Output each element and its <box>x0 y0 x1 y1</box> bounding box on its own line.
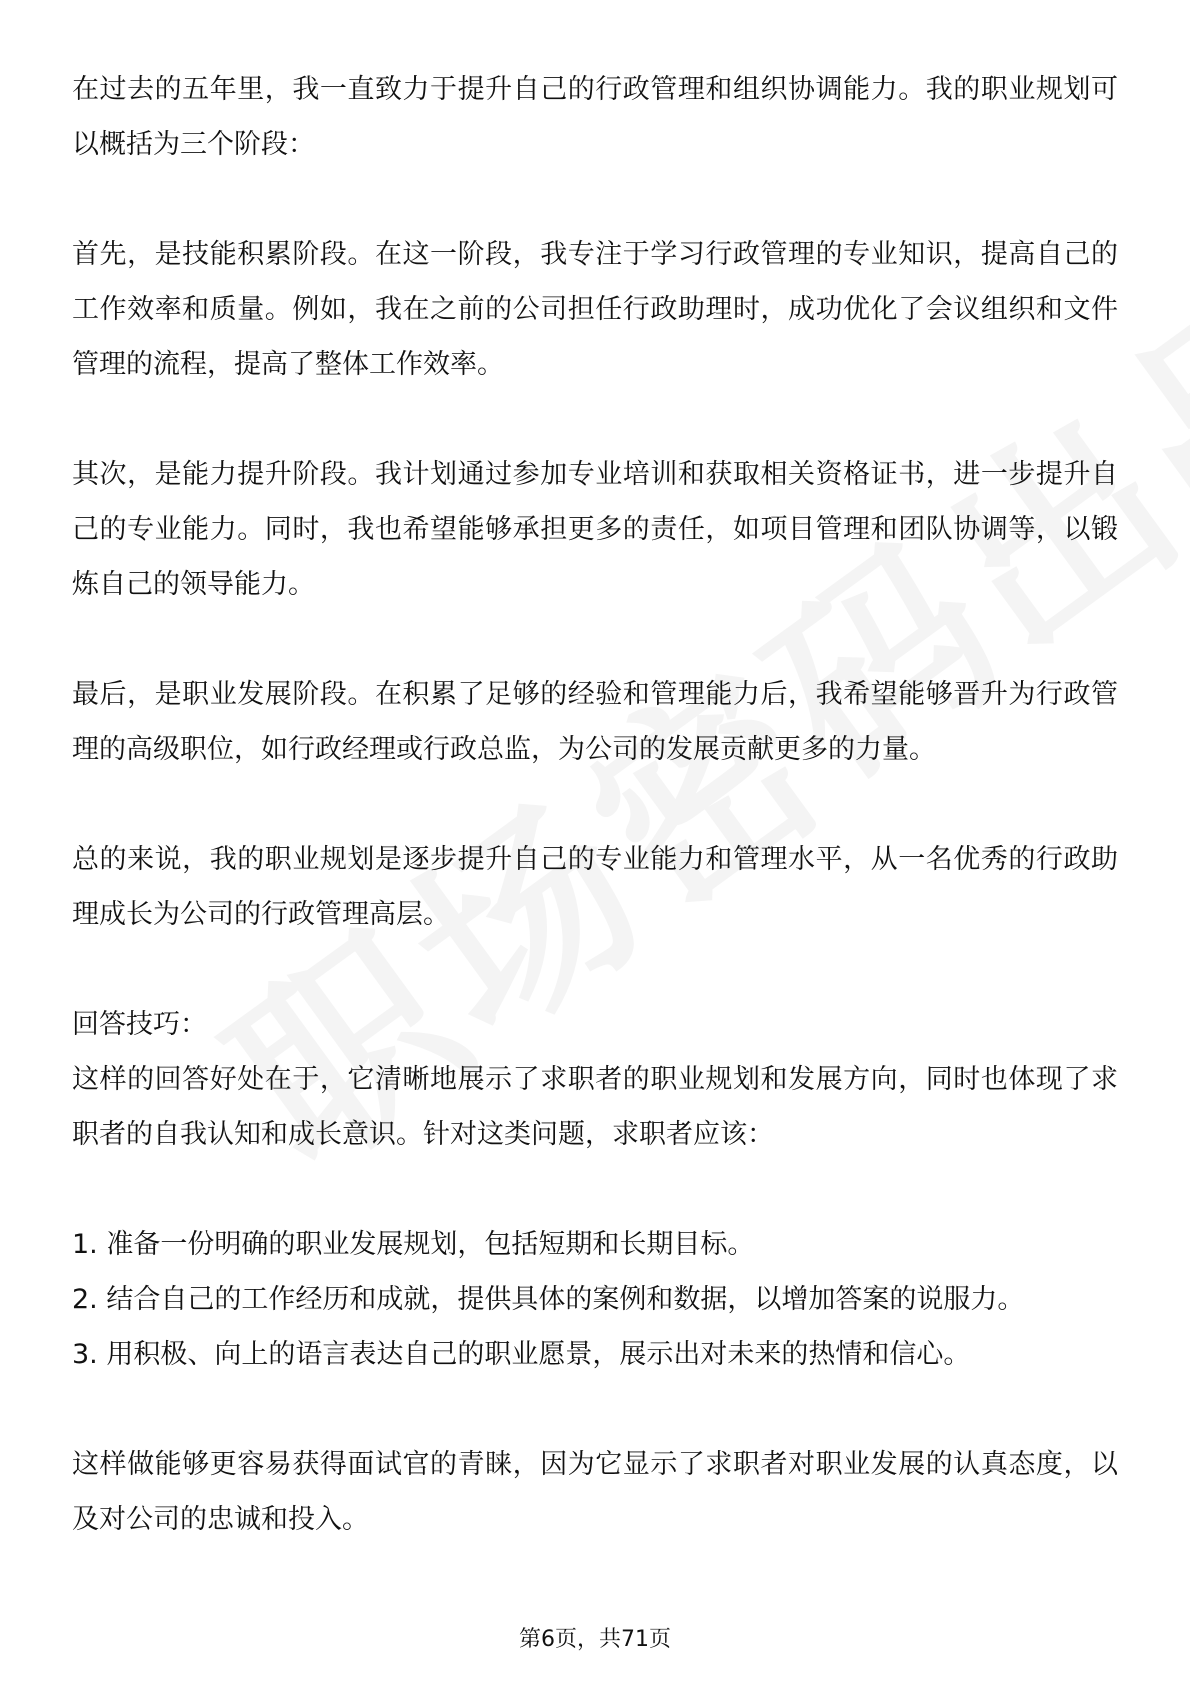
paragraph-intro: 在过去的五年里，我一直致力于提升自己的行政管理和组织协调能力。我的职业规划可以概括为三个阶段： <box>72 74 1118 160</box>
tips-list <box>72 1217 1118 1382</box>
page-number: 第6页，共71页 <box>519 1627 671 1652</box>
document-body <box>72 62 1118 1602</box>
list-item: 2. 结合自己的工作经历和成就，提供具体的案例和数据，以增加答案的说服力。 <box>72 1284 1025 1315</box>
paragraph-stage-one: 首先，是技能积累阶段。在这一阶段，我专注于学习行政管理的专业知识，提高自己的工作效率和质量。例如，我在之前的公司担任行政助理时，成功优化了会议组织和文件管理的流程，提高了整体工作效率。 <box>72 239 1118 380</box>
paragraph-stage-three: 最后，是职业发展阶段。在积累了足够的经验和管理能力后，我希望能够晋升为行政管理的高级职位，如行政经理或行政总监，为公司的发展贡献更多的力量。 <box>72 679 1118 765</box>
tips-heading: 回答技巧： <box>72 1009 207 1040</box>
paragraph-summary: 总的来说，我的职业规划是逐步提升自己的专业能力和管理水平，从一名优秀的行政助理成长为公司的行政管理高层。 <box>72 844 1118 930</box>
paragraph-conclusion: 这样做能够更容易获得面试官的青睐，因为它显示了求职者对职业发展的认真态度，以及对公司的忠诚和投入。 <box>72 1449 1118 1535</box>
paragraph-tips-intro: 这样的回答好处在于，它清晰地展示了求职者的职业规划和发展方向，同时也体现了求职者的自我认知和成长意识。针对这类问题，求职者应该： <box>72 1064 1118 1150</box>
list-item: 3. 用积极、向上的语言表达自己的职业愿景，展示出对未来的热情和信心。 <box>72 1339 971 1370</box>
paragraph-stage-two: 其次，是能力提升阶段。我计划通过参加专业培训和获取相关资格证书，进一步提升自己的专业能力。同时，我也希望能够承担更多的责任，如项目管理和团队协调等，以锻炼自己的领导能力。 <box>72 459 1118 600</box>
list-item: 1. 准备一份明确的职业发展规划，包括短期和长期目标。 <box>72 1229 755 1260</box>
